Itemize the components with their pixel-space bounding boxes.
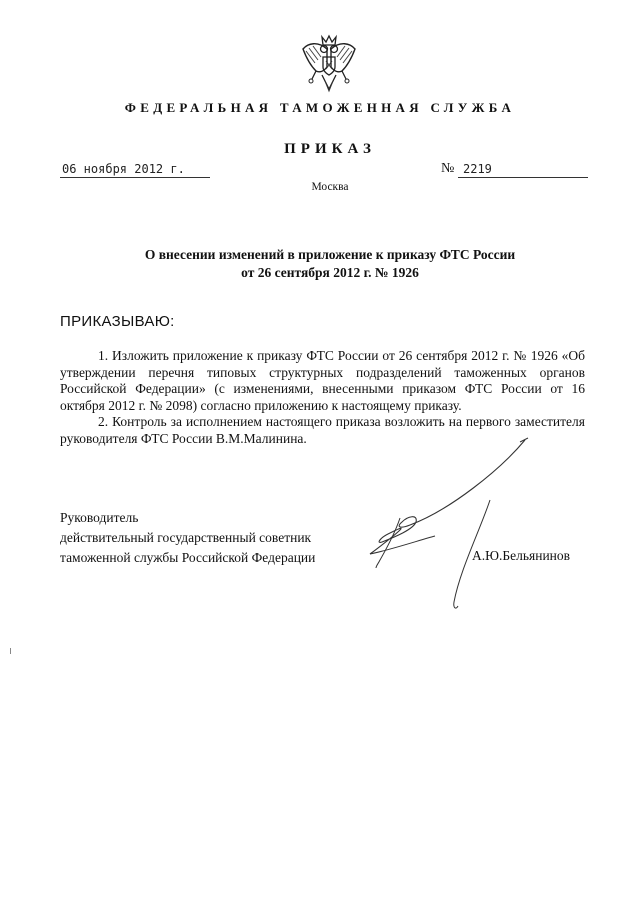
coat-of-arms-emblem — [300, 33, 358, 95]
order-number: 2219 — [463, 162, 492, 176]
position-line-1: Руководитель — [60, 510, 139, 525]
document-type: ПРИКАЗ — [284, 141, 376, 157]
orders-word: ПРИКАЗЫВАЮ: — [60, 313, 175, 330]
order-heading — [90, 246, 570, 282]
heading-line-1: О внесении изменений в приложение к приказу ФТС России — [144, 247, 516, 262]
city: Москва — [311, 181, 349, 193]
margin-mark — [10, 648, 11, 654]
signatory-position — [60, 508, 360, 568]
paragraph-2: 2. Контроль за исполнением настоящего приказа возложить на первого заместителя руководителя ФТС России В.М.Малинина. — [60, 414, 585, 446]
date-underline — [60, 177, 210, 178]
agency-name: ФЕДЕРАЛЬНАЯ ТАМОЖЕННАЯ СЛУЖБА — [124, 100, 516, 115]
number-underline — [458, 177, 588, 178]
position-line-2: действительный государственный советник — [60, 530, 312, 545]
heading-line-2: от 26 сентября 2012 г. № 1926 — [241, 265, 419, 280]
signatory-name: А.Ю.Бельянинов — [472, 548, 571, 563]
order-date: 06 ноября 2012 г. — [62, 162, 185, 176]
paragraph-1: 1. Изложить приложение к приказу ФТС России от 26 сентября 2012 г. № 1926 «Об утверждении перечня типовых структурных подразделений таможенных органов Российской Федерации» (с изменениями, внесенными приказом ФТС России от 16 октября 2012 г. № 2098) согласно приложению к настоящему приказу. — [60, 348, 585, 413]
handwritten-signature — [330, 430, 560, 620]
number-sign: № — [441, 161, 455, 176]
position-line-3: таможенной службы Российской Федерации — [60, 550, 316, 565]
